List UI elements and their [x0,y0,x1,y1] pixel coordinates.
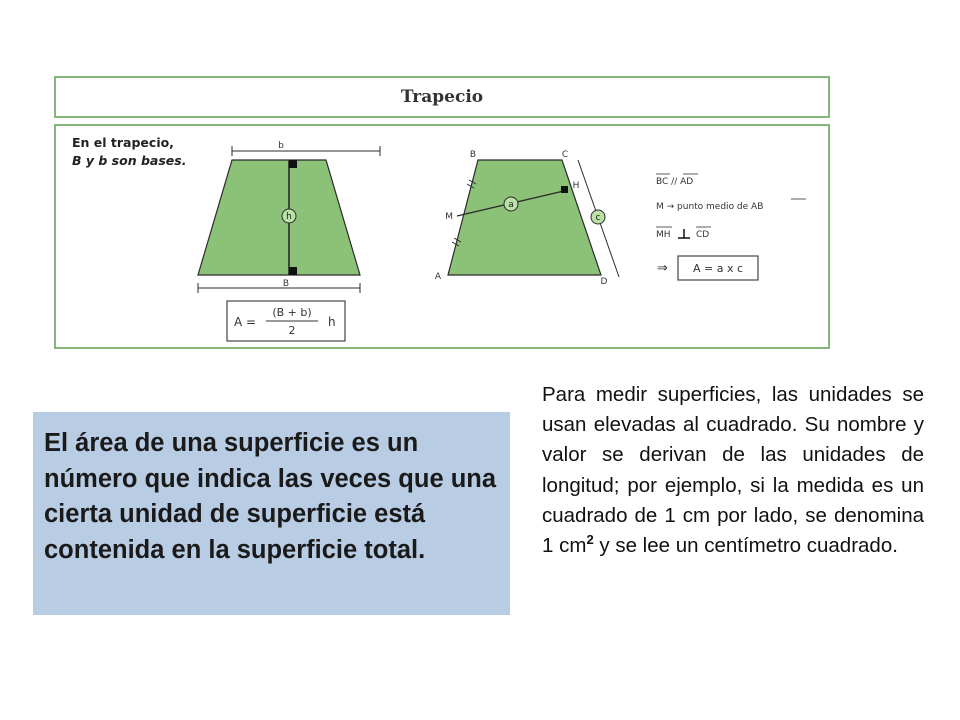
note-parallel: BC // AD [656,177,694,187]
vertex-c: C [561,150,569,160]
formula-lhs: A = [234,315,257,329]
point-m: M [445,212,453,222]
label-B: B [282,279,290,289]
title-text: Trapecio [400,87,484,107]
label-a: a [508,200,514,210]
definition-box [33,412,510,615]
right-angle-h [561,186,568,193]
vertex-d: D [600,277,608,287]
right-angle-bottom [289,267,297,275]
caption-line-1: En el trapecio, [72,135,174,150]
implies-arrow: ⇒ [657,261,668,276]
definition-text: El área de una superficie es un número que indica las veces que una cierta unidad de superficie está contenida en la superficie total. [44,429,497,564]
paragraph-main-text: Para medir superficies, las unidades se usan elevadas al cuadrado. Su nombre y valor se derivan de las unidades de longitud; por ejemplo, si la medida es un cuadrado de 1 cm por lado, se denomina 1 cm [542,383,924,558]
label-b: b [278,141,284,151]
label-h: h [286,212,292,222]
point-h: H [572,181,580,191]
label-c: c [595,213,601,223]
title-banner [54,76,830,118]
right-angle-top [289,160,297,168]
trapezoid-diagram [56,126,832,351]
paragraph-ending-text: y se lee un centímetro cuadrado. [593,534,898,558]
vertex-a: A [434,272,442,282]
note-mh: MH [656,230,671,240]
vertex-b: B [469,150,477,160]
caption-line-2: B y b son bases. [72,153,187,168]
note-midpoint: M → punto medio de AB [656,202,764,212]
formula-denominator: 2 [288,324,296,337]
formula-factor: h [328,315,336,329]
note-cd: CD [696,230,710,240]
formula-numerator: (B + b) [272,306,312,319]
result-formula: A = a x c [692,262,744,275]
figure-panel [54,124,830,349]
middle-trapezoid [448,160,601,275]
superscript-two: 2 [586,532,594,548]
left-trapezoid [198,160,360,275]
units-paragraph [542,380,924,561]
